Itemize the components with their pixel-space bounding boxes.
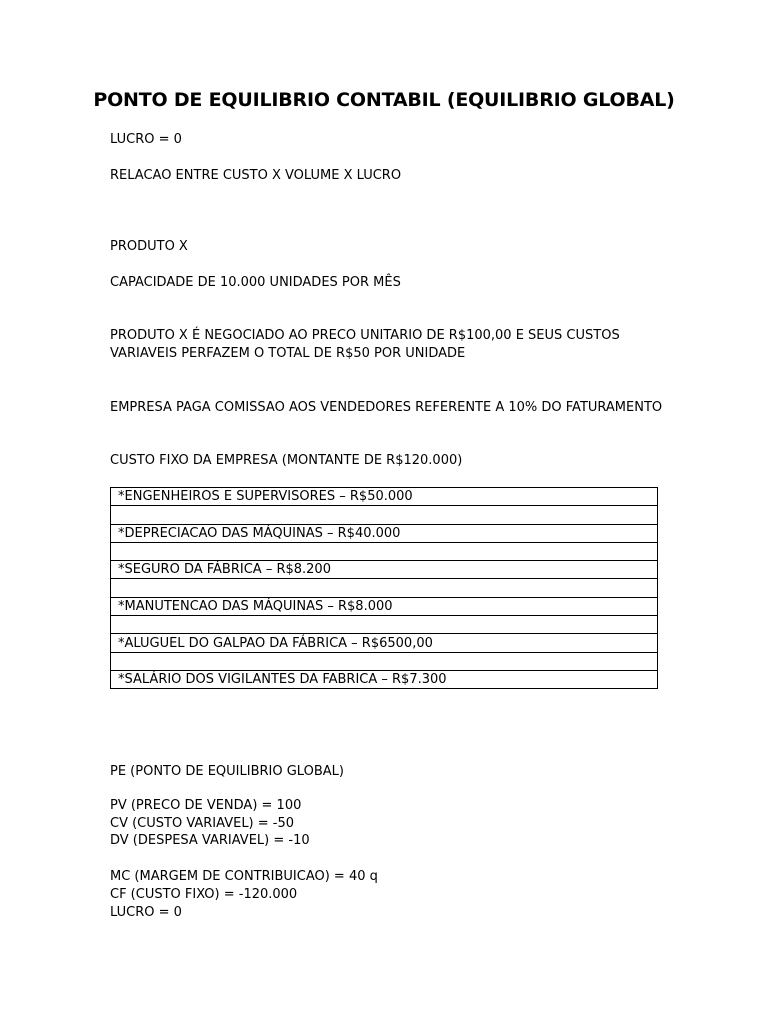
table-row bbox=[111, 670, 658, 688]
table-row bbox=[111, 561, 658, 579]
lucro-final-text: LUCRO = 0 bbox=[110, 905, 182, 920]
table-cell: *ALUGUEL DO GALPAO DA FÁBRICA – R$6500,00 bbox=[111, 634, 658, 652]
lucro-zero-text: LUCRO = 0 bbox=[110, 132, 182, 147]
table-row bbox=[111, 579, 658, 597]
table-cell bbox=[111, 542, 658, 560]
table-row bbox=[111, 542, 658, 560]
produto-name-text: PRODUTO X bbox=[110, 239, 188, 254]
descricao-line-1: PRODUTO X É NEGOCIADO AO PRECO UNITARIO DE R$100,00 E SEUS CUSTOS bbox=[110, 328, 620, 343]
dv-text: DV (DESPESA VARIAVEL) = -10 bbox=[110, 833, 310, 848]
pv-text: PV (PRECO DE VENDA) = 100 bbox=[110, 798, 302, 813]
table-row bbox=[111, 616, 658, 634]
document-title: PONTO DE EQUILIBRIO CONTABIL (EQUILIBRIO GLOBAL) bbox=[93, 89, 675, 111]
capacidade-text: CAPACIDADE DE 10.000 UNIDADES POR MÊS bbox=[110, 275, 401, 290]
table-row bbox=[111, 506, 658, 524]
pe-heading-text: PE (PONTO DE EQUILIBRIO GLOBAL) bbox=[110, 764, 344, 779]
relacao-text: RELACAO ENTRE CUSTO X VOLUME X LUCRO bbox=[110, 168, 402, 183]
table-cell bbox=[111, 579, 658, 597]
table-cell: *SEGURO DA FÁBRICA – R$8.200 bbox=[111, 561, 658, 579]
table-cell bbox=[111, 616, 658, 634]
comissao-text: EMPRESA PAGA COMISSAO AOS VENDEDORES REFERENTE A 10% DO FATURAMENTO bbox=[110, 400, 663, 415]
table-row bbox=[111, 652, 658, 670]
table-row bbox=[111, 488, 658, 506]
fixed-costs-table bbox=[110, 487, 658, 689]
table-cell bbox=[111, 506, 658, 524]
mc-text: MC (MARGEM DE CONTRIBUICAO) = 40 q bbox=[110, 869, 378, 884]
table-cell bbox=[111, 652, 658, 670]
table-cell: *DEPRECIACAO DAS MÁQUINAS – R$40.000 bbox=[111, 524, 658, 542]
cf-text: CF (CUSTO FIXO) = -120.000 bbox=[110, 887, 298, 902]
table-cell: *MANUTENCAO DAS MÁQUINAS – R$8.000 bbox=[111, 597, 658, 615]
table-cell: *SALÁRIO DOS VIGILANTES DA FABRICA – R$7.300 bbox=[111, 670, 658, 688]
table-row bbox=[111, 597, 658, 615]
table-row bbox=[111, 634, 658, 652]
custo-fixo-text: CUSTO FIXO DA EMPRESA (MONTANTE DE R$120.000) bbox=[110, 453, 463, 468]
descricao-line-2: VARIAVEIS PERFAZEM O TOTAL DE R$50 POR UNIDADE bbox=[110, 346, 466, 361]
table-cell: *ENGENHEIROS E SUPERVISORES – R$50.000 bbox=[111, 488, 658, 506]
table-row bbox=[111, 524, 658, 542]
cv-text: CV (CUSTO VARIAVEL) = -50 bbox=[110, 816, 295, 831]
